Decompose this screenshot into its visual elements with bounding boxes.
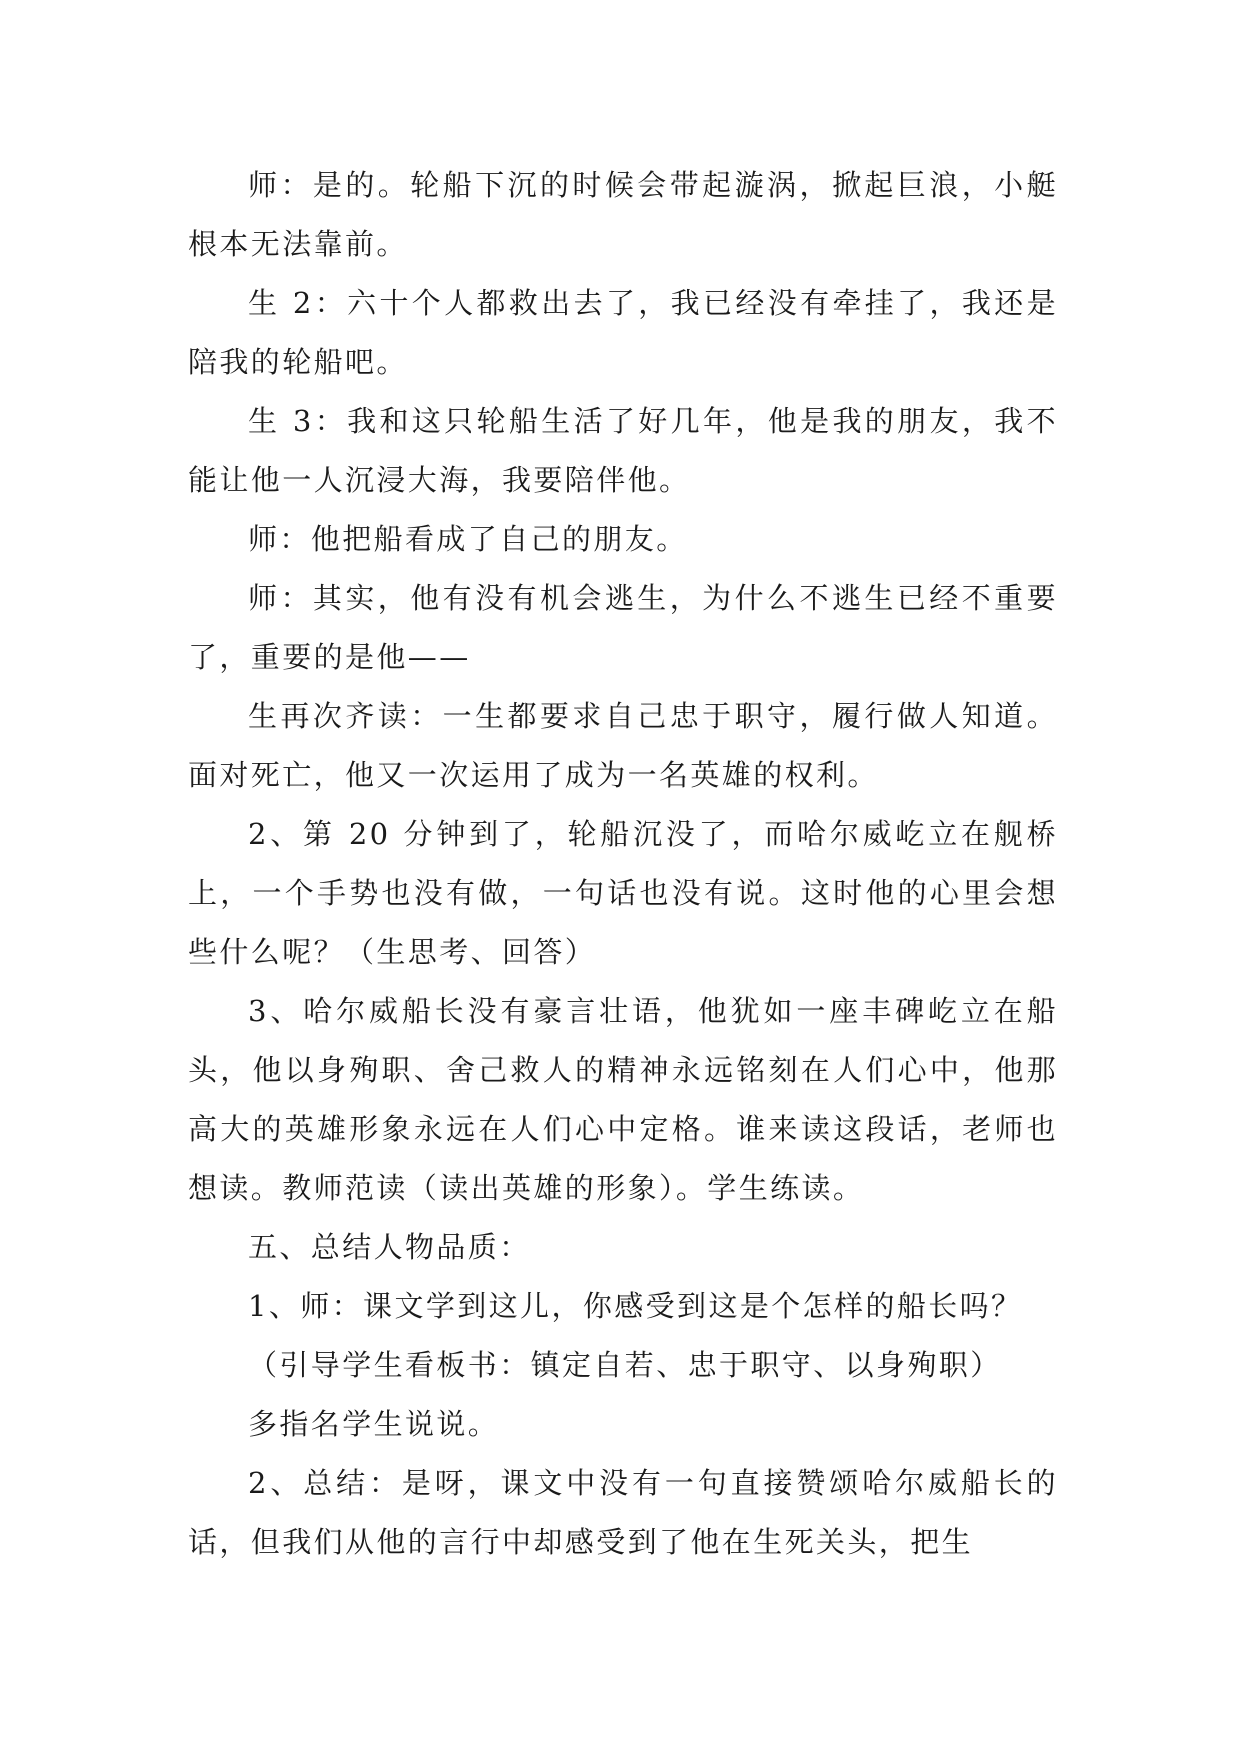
paragraph-item-2: 2、第 20 分钟到了，轮船沉没了，而哈尔威屹立在舰桥上，一个手势也没有做，一句话也没有说。这时他的心里会想些什么呢？（生思考、回答） <box>188 817 1058 969</box>
paragraph-call-students: 多指名学生说说。 <box>248 1407 500 1441</box>
paragraph-guide-board: （引导学生看板书：镇定自若、忠于职守、以身殉职） <box>248 1348 1002 1382</box>
paragraph-summary-2: 2、总结：是呀，课文中没有一句直接赞颂哈尔威船长的话，但我们从他的言行中却感受到了他在生死关头，把生 <box>188 1466 1058 1559</box>
paragraph-teacher-escape: 师：其实，他有没有机会逃生，为什么不逃生已经不重要了，重要的是他—— <box>188 581 1058 674</box>
paragraph-students-read: 生再次齐读：一生都要求自己忠于职守，履行做人知道。面对死亡，他又一次运用了成为一名英雄的权利。 <box>188 699 1058 792</box>
paragraph-teacher-friend: 师：他把船看成了自己的朋友。 <box>248 522 688 556</box>
paragraph-student-2: 生 2：六十个人都救出去了，我已经没有牵挂了，我还是陪我的轮船吧。 <box>188 286 1058 379</box>
paragraph-item-3: 3、哈尔威船长没有豪言壮语，他犹如一座丰碑屹立在船头，他以身殉职、舍己救人的精神永远铭刻在人们心中，他那高大的英雄形象永远在人们心中定格。谁来读这段话，老师也想读。教师范读（读出英雄的形象）。学生练读。 <box>188 994 1058 1205</box>
paragraph-student-3: 生 3：我和这只轮船生活了好几年，他是我的朋友，我不能让他一人沉浸大海，我要陪伴他。 <box>188 404 1058 497</box>
document-body <box>188 156 1058 1572</box>
section-heading-summary: 五、总结人物品质： <box>248 1230 531 1264</box>
paragraph-teacher-vortex: 师：是的。轮船下沉的时候会带起漩涡，掀起巨浪，小艇根本无法靠前。 <box>188 168 1058 261</box>
paragraph-summary-1: 1、师：课文学到这儿，你感受到这是个怎样的船长吗？ <box>248 1289 1023 1323</box>
